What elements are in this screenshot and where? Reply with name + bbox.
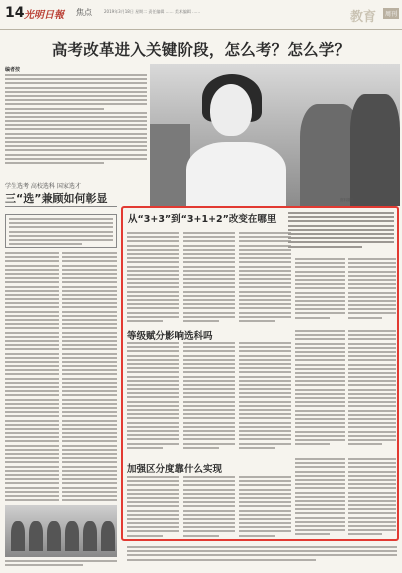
section-subtitle: 周刊 [383, 8, 399, 19]
page-number: 14 [5, 5, 25, 21]
main-article-col-3 [239, 232, 291, 324]
left-article-lead [5, 214, 117, 248]
masthead-meta: 2019年3月18日 星期二 责任编辑 …… 美术编辑 …… [104, 9, 201, 14]
left-article-col-1 [5, 252, 59, 502]
section-3-col-4 [295, 458, 345, 538]
main-article-col-1 [127, 232, 179, 324]
section-2-col-5 [348, 330, 396, 452]
footer-text [127, 546, 397, 568]
photo-caption: 资料图片 [340, 198, 354, 202]
classroom-photo-caption [5, 560, 117, 568]
section-2-col-3 [239, 342, 291, 452]
section-3-col-1 [127, 476, 179, 538]
left-article-col-2 [62, 252, 117, 502]
students-photo [150, 64, 400, 206]
section-2-col-1 [127, 342, 179, 452]
section-tag: 焦点 [76, 8, 92, 17]
section-3-col-5 [348, 458, 396, 538]
main-article-title: 从“3+3”到“3+1+2”改变在哪里 [128, 214, 277, 225]
masthead [0, 0, 402, 30]
section-2-col-2 [183, 342, 235, 452]
left-divider [5, 206, 117, 207]
subheading-discrimination: 加强区分度靠什么实现 [127, 464, 223, 475]
main-article-col-5 [348, 258, 396, 324]
section-3-col-2 [183, 476, 235, 538]
main-article-col-4 [295, 258, 345, 324]
main-article-pullquote [286, 210, 396, 252]
section-2-col-4 [295, 330, 345, 452]
main-article-col-2 [183, 232, 235, 324]
page-headline: 高考改革进入关键阶段，怎么考？怎么学？ [51, 41, 351, 59]
section-3-col-3 [239, 476, 291, 538]
classroom-photo [5, 505, 117, 557]
editor-note-text [5, 74, 147, 174]
section-title: 教育 [349, 10, 376, 25]
paper-name: 光明日報 [24, 10, 64, 21]
editor-note-label: 编者按 [5, 67, 21, 73]
subheading-ranking-scores: 等级赋分影响选科吗 [127, 331, 213, 342]
left-article-kicker: 学生选考 高校选科 国家选才 [5, 183, 81, 190]
left-article-heading: 三“选”兼顾如何彰显 [5, 192, 108, 205]
